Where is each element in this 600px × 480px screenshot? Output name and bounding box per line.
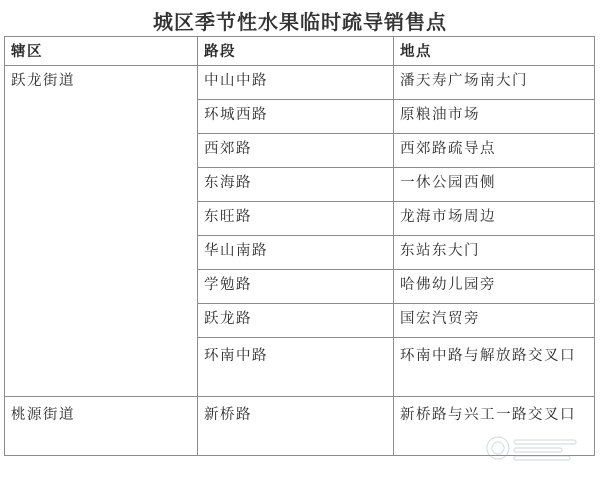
table-row	[5, 66, 595, 100]
district-cell: 桃源街道	[5, 397, 198, 456]
table-header-row	[5, 37, 595, 66]
place-cell: 国宏汽贸旁	[394, 304, 595, 338]
place-cell: 潘天寿广场南大门	[394, 66, 595, 100]
road-cell: 华山南路	[198, 236, 394, 270]
place-cell: 新桥路与兴工一路交叉口	[394, 397, 595, 456]
place-cell: 原粮油市场	[394, 100, 595, 134]
sales-points-table	[4, 36, 595, 456]
header-place: 地点	[394, 37, 595, 66]
road-cell: 学勉路	[198, 270, 394, 304]
page-title: 城区季节性水果临时疏导销售点	[153, 10, 447, 34]
header-district: 辖区	[5, 37, 198, 66]
road-cell: 环南中路	[198, 338, 394, 397]
road-cell: 跃龙路	[198, 304, 394, 338]
road-cell: 东海路	[198, 168, 394, 202]
place-cell: 龙海市场周边	[394, 202, 595, 236]
road-cell: 中山中路	[198, 66, 394, 100]
watermark-logo	[484, 432, 580, 466]
header-road: 路段	[198, 37, 394, 66]
place-cell: 哈佛幼儿园旁	[394, 270, 595, 304]
road-cell: 东旺路	[198, 202, 394, 236]
district-cell: 跃龙街道	[5, 66, 198, 397]
place-cell: 一休公园西侧	[394, 168, 595, 202]
place-cell: 东站东大门	[394, 236, 595, 270]
road-cell: 新桥路	[198, 397, 394, 456]
place-cell: 西郊路疏导点	[394, 134, 595, 168]
place-cell: 环南中路与解放路交叉口	[394, 338, 595, 397]
road-cell: 西郊路	[198, 134, 394, 168]
road-cell: 环城西路	[198, 100, 394, 134]
